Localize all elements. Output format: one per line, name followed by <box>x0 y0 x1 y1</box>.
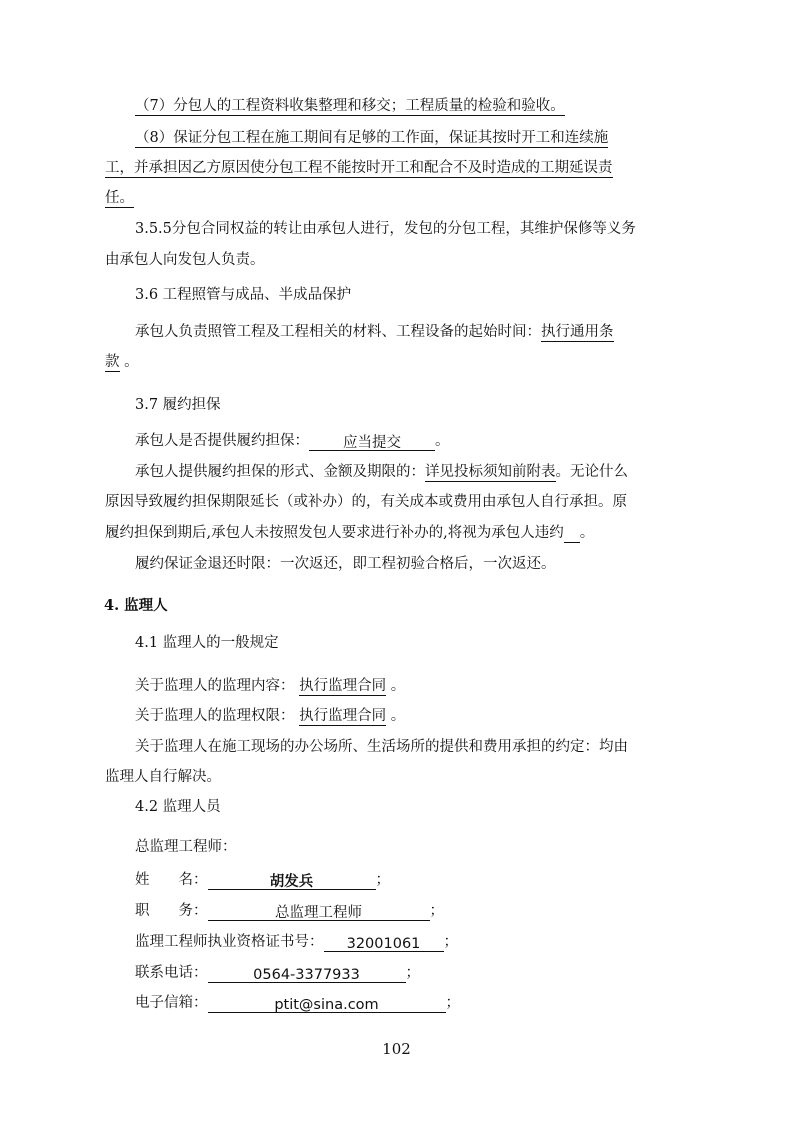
clause-355-line2: 由承包人向发包人负责。 <box>105 252 265 268</box>
clause-36-line2: 款 。 <box>105 354 139 370</box>
cert-row: 监理工程师执业资格证书号： 32001061 ； <box>135 934 458 952</box>
name-row: 姓 名： 胡发兵 ； <box>135 872 390 890</box>
section-4-2-heading: 4.2 监理人员 <box>135 799 221 815</box>
bond-provided-line: 承包人是否提供履约担保： 应当提交 。 <box>135 433 450 451</box>
cert-value: 32001061 <box>324 934 444 952</box>
section-4-heading: 4. 监理人 <box>104 597 168 614</box>
clause-355-line1: 3.5.5分包合同权益的转让由承包人进行，发包的分包工程，其维护保修等义务 <box>135 221 636 237</box>
section-3-7-heading: 3.7 履约担保 <box>135 397 221 413</box>
bond-line4: 履约担保到期后,承包人未按照发包人要求进行补办的,将视为承包人违约 。 <box>105 525 595 541</box>
clause-36-line1: 承包人负责照管工程及工程相关的材料、工程设备的起始时间：执行通用条 <box>135 324 614 340</box>
bond-form-value: 详见投标须知前附表 <box>425 464 556 480</box>
chief-supervisor-label: 总监理工程师： <box>135 839 237 855</box>
office-arrangement-line2: 监理人自行解决。 <box>105 769 221 785</box>
item-7: （7）分包人的工程资料收集整理和移交；工程质量的检验和验收。 <box>135 98 565 114</box>
phone-row: 联系电话： 0564-3377933 ； <box>135 965 420 983</box>
page-number: 102 <box>382 1040 411 1058</box>
title-row: 职 务： 总监理工程师 ； <box>135 903 444 921</box>
supervision-content-line: 关于监理人的监理内容： 执行监理合同 。 <box>135 678 406 694</box>
bond-form-line: 承包人提供履约担保的形式、金额及期限的：详见投标须知前附表。无论什么 <box>135 464 628 480</box>
phone-value: 0564-3377933 <box>208 965 406 983</box>
supervision-content-value: 执行监理合同 <box>299 678 387 694</box>
bond-refund-line: 履约保证金退还时限：一次返还，即工程初验合格后，一次返还。 <box>135 556 556 572</box>
section-3-6-heading: 3.6 工程照管与成品、半成品保护 <box>135 287 352 303</box>
supervision-authority-value: 执行监理合同 <box>299 708 387 724</box>
bond-provided-value: 应当提交 <box>309 433 435 451</box>
supervision-authority-line: 关于监理人的监理权限： 执行监理合同 。 <box>135 708 406 724</box>
item-8-line3: 任。 <box>105 190 134 206</box>
bond-line3: 原因导致履约担保期限延长（或补办）的，有关成本或费用由承包人自行承担。原 <box>105 494 627 510</box>
office-arrangement-line1: 关于监理人在施工现场的办公场所、生活场所的提供和费用承担的约定：均由 <box>135 739 628 755</box>
title-value: 总监理工程师 <box>208 903 430 921</box>
name-value: 胡发兵 <box>208 872 376 890</box>
section-4-1-heading: 4.1 监理人的一般规定 <box>135 635 279 651</box>
custody-start-value: 执行通用条 <box>541 324 614 340</box>
email-value: ptit@sina.com <box>208 995 446 1013</box>
item-8-line1: （8）保证分包工程在施工期间有足够的工作面，保证其按时开工和连续施 <box>135 130 609 146</box>
email-row: 电子信箱： ptit@sina.com ； <box>135 995 460 1013</box>
item-8-line2: 工，并承担因乙方原因使分包工程不能按时开工和配合不及时造成的工期延误责 <box>105 160 613 176</box>
